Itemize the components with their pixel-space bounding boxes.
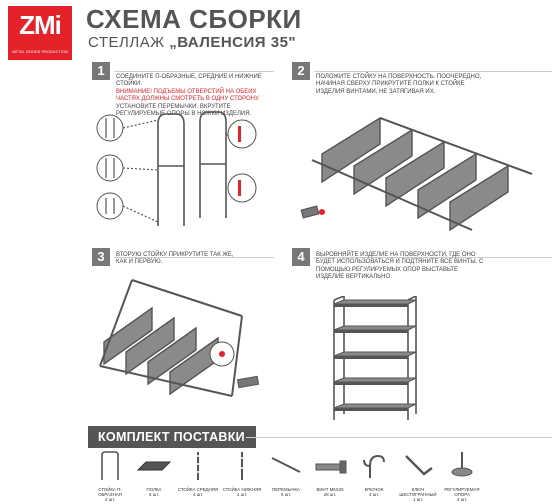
- step-1-text-c: УСТАНОВИТЕ ПЕРЕМЫЧКИ. ВКРУТИТЕ РЕГУЛИРУЕМЫЕ ОПОРЫ В НОЖКИ ИЗДЕЛИЯ.: [116, 103, 252, 118]
- middle-post-icon: [178, 450, 218, 480]
- step-4-text: ВЫРОВНЯЙТЕ ИЗДЕЛИЕ НА ПОВЕРХНОСТИ, ГДЕ ОНО БУДЕТ ИСПОЛЬЗОВАТЬСЯ И ПОДТЯНИТЕ ВСЕ ВИНТЫ. С ПОМОЩЬЮ РЕГУЛИРУЕМЫХ ОПОР ВЫСТАВЬТЕ ИЗДЕЛИЕ ВЕРТИКАЛЬНО.: [316, 252, 484, 281]
- subtitle-prefix: СТЕЛЛАЖ: [88, 34, 165, 51]
- kit-part-hook: [352, 450, 396, 497]
- part-label: ПОЛКА: [146, 487, 162, 492]
- page-title: СХЕМА СБОРКИ: [86, 4, 302, 34]
- kit-part-leveling-foot: [440, 450, 484, 502]
- logo-text: ZMi: [19, 10, 61, 40]
- divider: [114, 71, 274, 72]
- step-1-text-a: СОЕДИНИТЕ П-ОБРАЗНЫЕ, СРЕДНИЕ И НИЖНИЕ СТОЙКИ.: [116, 74, 262, 88]
- part-label: КРЮЧОК: [364, 487, 384, 492]
- step-3-illustration: [92, 272, 272, 412]
- part-label: СТОЙКА П-ОБРАЗНАЯ: [98, 487, 122, 497]
- step-2-number: 2: [292, 62, 310, 80]
- step-1-number: 1: [92, 62, 110, 80]
- divider: [246, 437, 552, 438]
- part-label: КЛЮЧ ШЕСТИГРАННЫЙ: [399, 487, 437, 497]
- logo-subtitle: METAL GOODS PRODUCTION: [12, 50, 68, 54]
- step-2-text: ПОЛОЖИТЕ СТОЙКУ НА ПОВЕРХНОСТЬ. ПООЧЕРЕДНО, НАЧИНАЯ СВЕРХУ ПРИКРУТИТЕ ПОЛКИ К СТОЙКЕ ИЗДЕЛИЯ ВИНТАМИ, НЕ ЗАТЯГИВАЯ ИХ.: [316, 74, 482, 95]
- bottom-post-icon: [222, 450, 262, 480]
- step-4-illustration: [330, 296, 420, 426]
- kit-part-screw: [308, 450, 352, 497]
- part-label: ПЕРЕМЫЧКА: [272, 487, 300, 492]
- step-3-number: 3: [92, 248, 110, 266]
- kit-part-u-post: [88, 450, 132, 502]
- kit-part-crossbar: [264, 450, 308, 497]
- part-qty: 1 шт.: [413, 497, 423, 502]
- leveling-foot-icon: [442, 450, 482, 480]
- u-post-icon: [90, 450, 130, 480]
- part-qty: 2 шт.: [105, 497, 115, 502]
- part-qty: 5 шт.: [149, 492, 159, 497]
- page-subtitle: [88, 34, 296, 51]
- kit-title: КОМПЛЕКТ ПОСТАВКИ: [88, 426, 256, 448]
- crossbar-icon: [266, 450, 306, 480]
- divider: [314, 71, 552, 72]
- part-qty: 2 шт.: [369, 492, 379, 497]
- step-1-illustration: [92, 103, 272, 236]
- brand-logo: [8, 6, 72, 60]
- part-qty: 4 шт.: [193, 492, 203, 497]
- step-3-text: ВТОРУЮ СТОЙКУ ПРИКРУТИТЕ ТАК ЖЕ, КАК И ПЕРВУЮ.: [116, 252, 234, 266]
- step-4-number: 4: [292, 248, 310, 266]
- screw-icon: [310, 450, 350, 480]
- hex-key-icon: [398, 450, 438, 480]
- kit-part-bottom-post: [220, 450, 264, 497]
- kit-part-hex-key: [396, 450, 440, 502]
- product-name: „ВАЛЕНСИЯ 35": [169, 34, 297, 51]
- part-qty: 4 шт.: [237, 492, 247, 497]
- part-label: СТОЙКА СРЕДНЯЯ: [177, 487, 219, 492]
- part-label: РЕГУЛИРУЕМАЯ ОПОРА: [444, 487, 480, 497]
- kit-part-shelf: [132, 450, 176, 497]
- step-2-illustration: [292, 104, 554, 240]
- part-label: ВИНТ М5Х25: [316, 487, 344, 492]
- part-qty: 28 шт.: [323, 492, 337, 497]
- part-qty: 6 шт.: [281, 492, 291, 497]
- part-qty: 4 шт.: [457, 497, 467, 502]
- hook-icon: [354, 450, 394, 480]
- shelf-icon: [134, 450, 174, 480]
- kit-part-middle-post: [176, 450, 220, 497]
- part-label: СТОЙКА НИЖНЯЯ: [222, 487, 262, 492]
- step-1-warning: ВНИМАНИЕ! ПОДЪЕМЫ ОТВЕРСТИЙ НА ОБЕИХ ЧАСТЯХ ДОЛЖНЫ СМОТРЕТЬ В ОДНУ СТОРОНУ.: [116, 88, 260, 103]
